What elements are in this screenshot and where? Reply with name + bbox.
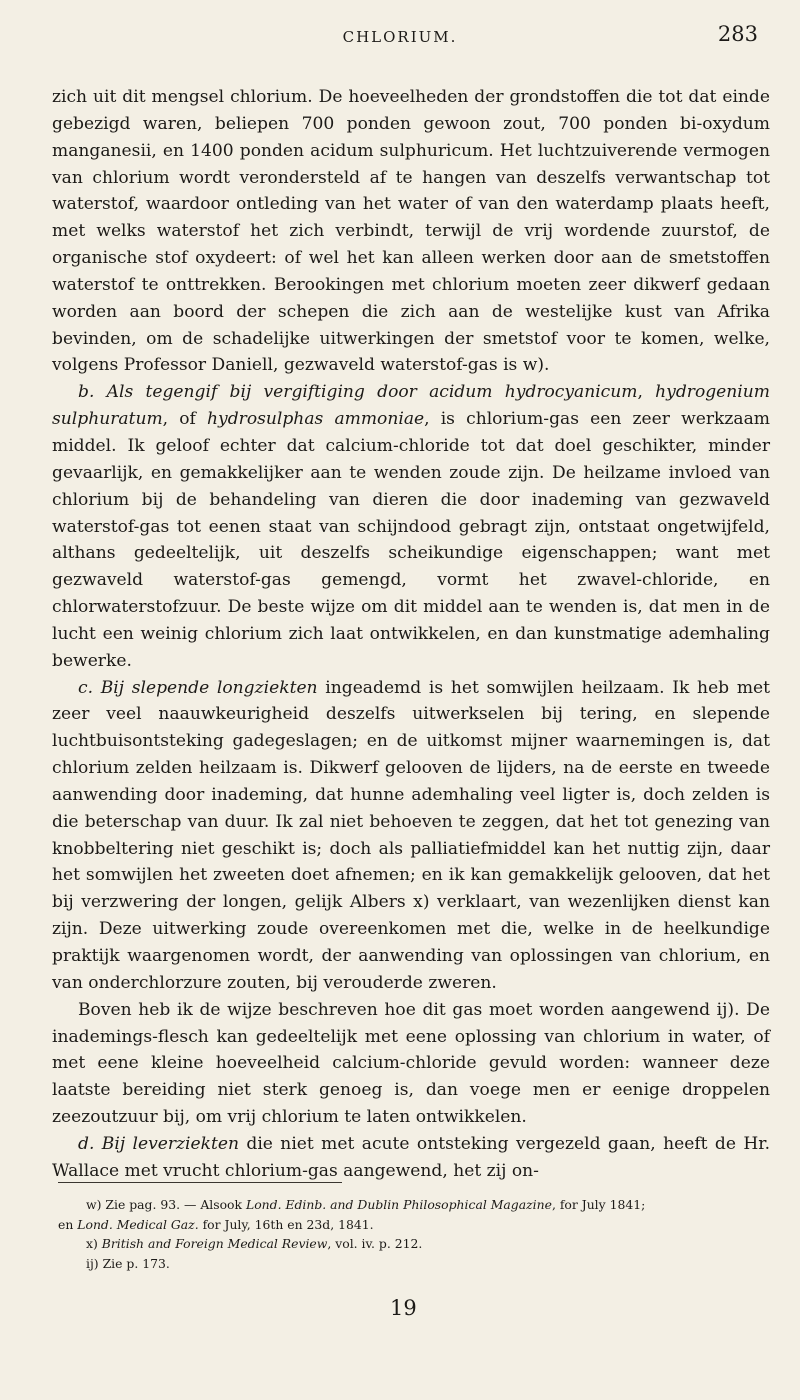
paragraph-text: ingeademd is het somwijlen heilzaam. Ik heb met zeer veel naauwkeurigheid deszelfs uitwerkselen bij tering, en slepende luchtbuisontsteking gadegeslagen; en de uitkomst mijner waarnemingen is, dat chlorium zelden heilzaam is. Dikwerf gelooven de lijders, na de eerste en tweede aanwending door inademing, dat hunne ademhaling veel ligter is, doch zelden is die beterschap van duur. Ik zal niet behoeven te zeggen, dat het tot genezing van knobbeltering niet geschikt is; doch als palliatiefmiddel kan het nuttig zijn, daar het somwijlen het zweeten doet afnemen; en ik kan gemakkelijk gelooven, dat het bij verzwering der longen, gelijk Albers x) verklaart, van wezenlijken dienst kan zijn. Deze uitwerking zoude overeenkomen met die, welke in de heelkundige praktijk waargenomen wordt, der aanwending van oplossingen van chlorium, en van onderchlorzure zouten, bij verouderde zweren. <box>52 677 771 993</box>
footnote-text: for July, 16th en 23d, 1841. <box>198 1216 374 1232</box>
footnote-text: x) <box>86 1236 102 1251</box>
italic-lead: Bij slepende longziekten <box>100 677 318 698</box>
separator: , of <box>162 409 208 430</box>
item-label: d. <box>78 1133 95 1154</box>
paragraph-text: die niet met acute ontsteking vergezeld gaan, heeft de Hr. Wallace met vrucht chlorium-gas aangewend, het zij on- <box>52 1133 771 1181</box>
italic-lead: Bij leverziekten <box>101 1133 239 1154</box>
paragraph-b <box>52 379 770 674</box>
footnote-journal: Lond. Medical Gaz. <box>77 1216 199 1232</box>
italic-term: hydrogenium sulphuratum <box>52 382 770 430</box>
page-number: 283 <box>717 22 758 46</box>
footnote-w-continued <box>58 1215 770 1235</box>
body-text <box>52 84 770 1185</box>
item-label: b. <box>78 382 95 403</box>
italic-term: hydrosulphas ammoniae <box>207 409 425 430</box>
paragraph-continuation: zich uit dit mengsel chlorium. De hoeveelheden der grondstoffen die tot dat einde gebezigd waren, beliepen 700 ponden gewoon zout, 700 ponden bi-oxydum manganesii, en 1400 ponden acidum sulphuricum. Het luchtzuiverende vermogen van chlorium wordt verondersteld af te hangen van deszelfs verwantschap tot waterstof, waardoor ontleding van het water of van den waterdamp plaats heeft, met welks waterstof het zich verbindt, terwijl de vrij wordende zuurstof, de organische stof oxydeert: of wel het kan alleen werken door aan de smetstoffen waterstof te onttrekken. Berookingen met chlorium moeten zeer dikwerf gedaan worden aan boord der schepen die zich aan de westelijke kust van Afrika bevinden, om de schadelijke uitwerkingen der smetstof voor te komen, welke, volgens Professor Daniell, gezwaveld waterstof-gas is w). <box>52 87 770 376</box>
footnote-text: , vol. iv. p. 212. <box>327 1236 423 1251</box>
footnote-text: w) Zie pag. 93. — Alsook <box>86 1197 246 1212</box>
paragraph-d <box>52 1131 770 1185</box>
footnote-journal: Lond. Edinb. and Dublin Philosophical Magazine <box>245 1197 552 1212</box>
footnotes <box>58 1195 770 1273</box>
item-label: c. <box>78 677 94 698</box>
footnote-text: en <box>58 1216 78 1232</box>
footnote-y: ij) Zie p. 173. <box>86 1255 170 1271</box>
footnote-journal: British and Foreign Medical Review <box>101 1236 328 1251</box>
separator: , <box>637 382 656 403</box>
footnote-rule <box>58 1182 342 1183</box>
paragraph-text: , is chlorium-gas een zeer werkzaam middel. Ik geloof echter dat calcium-chloride tot dat doel geschikter, minder gevaarlijk, en gemakkelijker aan te wenden zoude zijn. De heilzame invloed van chlorium bij de behandeling van dieren die door inademing van gezwaveld waterstof-gas tot eenen staat van schijndood gebragt zijn, ontstaat ongetwijfeld, althans gedeeltelijk, uit deszelfs scheikundige eigenschappen; want met gezwaveld waterstof-gas gemengd, vormt het zwavel-chloride, en chlorwaterstofzuur. De beste wijze om dit middel aan te wenden is, dat men in de lucht een weinig chlorium zich laat ontwikkelen, en dan kunstmatige ademhaling bewerke. <box>52 409 770 671</box>
italic-lead: Als tegengif bij vergiftiging door acidum hydrocyanicum <box>106 382 638 403</box>
footnote-x <box>58 1234 770 1254</box>
running-head <box>0 22 800 56</box>
paragraph-boven: Boven heb ik de wijze beschreven hoe dit gas moet worden aangewend ij). De inademings-flesch kan gedeeltelijk met eene oplossing van chlorium in water, of met eene kleine hoeveelheid calcium-chloride gevuld worden: wanneer deze laatste bereiding niet sterk genoeg is, dan voege men er eenige droppelen zeezoutzuur bij, om vrij chlorium te laten ontwikkelen. <box>52 999 770 1128</box>
paragraph-c <box>52 675 770 997</box>
running-title: CHLORIUM. <box>342 28 458 46</box>
footnote-w <box>58 1195 770 1215</box>
signature-mark: 19 <box>390 1296 417 1320</box>
footnote-text: , for July 1841; <box>551 1197 646 1212</box>
